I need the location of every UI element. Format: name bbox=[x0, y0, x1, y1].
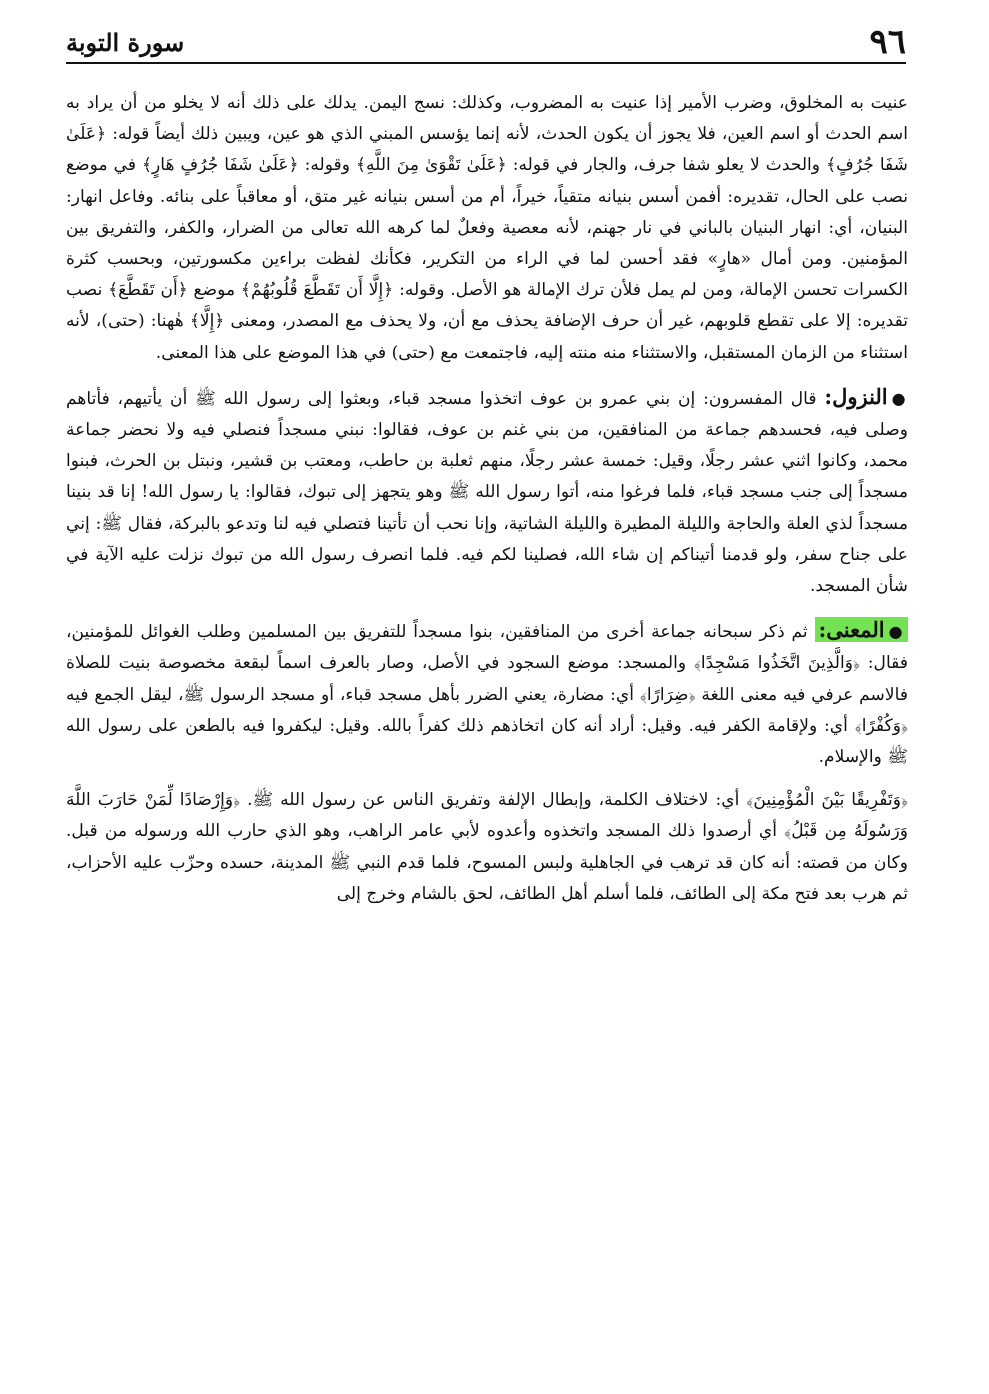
section-heading-maana: ●المعنى: bbox=[815, 617, 908, 642]
paragraph-maana bbox=[66, 614, 908, 773]
section-heading-nuzul: ●النزول: bbox=[824, 383, 908, 409]
page-number: ٩٦ bbox=[869, 22, 906, 62]
paragraph-grammar: عنيت به المخلوق، وضرب الأمير إذا عنيت به المضروب، وكذلك: نسج اليمن. يدلك على ذلك أنه لا يخلو من أن يراد به اسم الحدث أو اسم العين، فلا يجوز أن يكون الحدث، لأنه إنما يؤسس المبني الذي هو عين، ويبين ذلك أيضاً قوله: ﴿عَلَىٰ شَفَا جُرُفٍ﴾ والحدث لا يعلو شفا جرف، والجار في قوله: ﴿عَلَىٰ تَقْوَىٰ مِنَ اللَّهِ﴾ وقوله: ﴿عَلَىٰ شَفَا جُرُفٍ هَارٍ﴾ في موضع نصب على الحال، تقديره: أفمن أسس بنيانه متقياً، خيراً، أم من أسس بنيانه غير متق، أو معاقباً على بنائه. وفاعل انهار: البنيان، أي: انهار البنيان بالباني في نار جهنم، لأنه معصية وفعلٌ لما كرهه الله تعالى من الضرار، والكفر، والتفريق بين المؤمنين. ومن أمال «هارٍ» فقد أحسن لما في الراء من التكرير، فكأنك لفظت براءين مكسورتين، وبحسب كثرة الكسرات تحسن الإمالة، ومن لم يمل فلأن ترك الإمالة هو الأصل. وقوله: ﴿إِلَّا أَن تَقَطَّعَ قُلُوبُهُمْ﴾ موضع ﴿أَن تَقَطَّعَ﴾ نصب تقديره: إلا على تقطع قلوبهم، غير أن حرف الإضافة يحذف مع أن، ولا يحذف مع المصدر، ومعنى ﴿إِلَّا﴾ هٰهنا: (حتى)، لأنه استثناء من الزمان المستقبل، والاستثناء منه منته إليه، فاجتمعت مع (حتى) في هذا الموضع على هذا المعنى. bbox=[66, 93, 909, 363]
maana-text: ثم ذكر سبحانه جماعة أخرى من المنافقين، بنوا مسجداً للتفريق بين المسلمين وطلب الغوائل للمؤمنين، فقال: ﴿وَالَّذِينَ اتَّخَذُوا مَسْجِدًا﴾ والمسجد: موضع السجود في الأصل، وصار بالعرف اسماً لبقعة مخصوصة بنيت للصلاة فالاسم عرفي فيه معنى اللغة ﴿ضِرَارًا﴾ أي: مضارة، يعني الضرر بأهل مسجد قباء، أو مسجد الرسول ﷺ، ليقل الجمع فيه ﴿وَكُفْرًا﴾ أي: ولإقامة الكفر فيه. وقيل: أراد أنه كان اتخاذهم ذلك كفراً بالله. وقيل: ليكفروا فيه بالطعن على رسول الله ﷺ والإسلام. bbox=[66, 622, 908, 768]
surah-title: سورة التوبة bbox=[66, 27, 185, 57]
page-body bbox=[66, 88, 908, 920]
paragraph-nuzul bbox=[66, 381, 908, 602]
bullet-icon: ● bbox=[891, 388, 908, 408]
paragraph-tafriq: ﴿وَتَفْرِيقًا بَيْنَ الْمُؤْمِنِينَ﴾ أي: لاختلاف الكلمة، وإبطال الإلفة وتفريق الناس عن رسول الله ﷺ. ﴿وَإِرْصَادًا لِّمَنْ حَارَبَ اللَّهَ وَرَسُولَهُ مِن قَبْلُ﴾ أي أرصدوا ذلك المسجد واتخذوه وأعدوه لأبي عامر الراهب، وهو الذي حارب الله ورسوله من قبل. وكان من قصته: أنه كان قد ترهب في الجاهلية ولبس المسوح، فلما قدم النبي ﷺ المدينة، حسده وحزّب عليه الأحزاب، ثم هرب بعد فتح مكة إلى الطائف، فلما أسلم أهل الطائف، لحق بالشام وخرج إلى bbox=[66, 790, 908, 904]
nuzul-text: قال المفسرون: إن بني عمرو بن عوف اتخذوا مسجد قباء، وبعثوا إلى رسول الله ﷺ أن يأتيهم، فأتاهم وصلى فيه، فحسدهم جماعة من المنافقين، من بني غنم بن عوف، فقالوا: نبني مسجداً فنصلي فيه ولا نحضر جماعة محمد، وكانوا اثني عشر رجلًا، وقيل: خمسة عشر رجلًا، منهم ثعلبة بن حاطب، ومعتب بن قشير، ونبتل بن الحرث، فبنوا مسجداً إلى جنب مسجد قباء، فلما فرغوا منه، أتوا رسول الله ﷺ وهو يتجهز إلى تبوك، فقالوا: يا رسول الله! إنا قد بنينا مسجداً لذي العلة والحاجة والليلة المطيرة والليلة الشاتية، وإنا نحب أن تأتينا فتصلي فيه لنا وتدعو بالبركة، فقال ﷺ: إني على جناح سفر، ولو قدمنا أتيناكم إن شاء الله، فصلينا لكم فيه. فلما انصرف رسول الله من تبوك نزلت عليه الآية في شأن المسجد. bbox=[66, 388, 908, 597]
page-header bbox=[66, 22, 906, 64]
bullet-icon: ● bbox=[888, 622, 904, 642]
